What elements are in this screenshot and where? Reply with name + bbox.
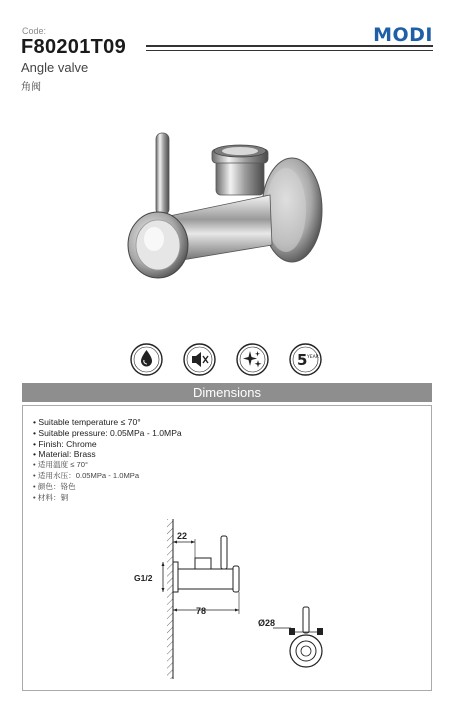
brand-logo: MODI (373, 24, 433, 46)
product-name-cn: 角阀 (21, 82, 41, 93)
spec-item-cn: • 材料：铜 (33, 493, 182, 504)
feature-icons (130, 343, 330, 378)
spec-item: • Suitable temperature ≤ 70° (33, 417, 182, 428)
spec-item-cn: • 适用水压：0.05MPa - 1.0MPa (33, 471, 182, 482)
header-rule-thin (146, 50, 433, 51)
spec-item-cn: • 适用温度 ≤ 70° (33, 460, 182, 471)
code-label: Code: (22, 26, 47, 36)
product-name-en: Angle valve (21, 60, 89, 75)
five-year-warranty-icon (289, 343, 322, 376)
warranty-number: 5 (297, 351, 308, 369)
technical-drawing (123, 514, 353, 684)
spec-list (33, 417, 182, 503)
sparkle-icon (236, 343, 269, 376)
product-image (120, 125, 330, 295)
dimensions-title: Dimensions (193, 385, 261, 400)
spec-box (22, 405, 432, 691)
warranty-label: YEAR (307, 355, 319, 360)
dimension-78: 78 (196, 606, 207, 616)
water-drop-icon (130, 343, 163, 376)
dimension-diameter: Ø28 (258, 618, 276, 628)
spec-item: • Suitable pressure: 0.05MPa - 1.0MPa (33, 428, 182, 439)
spec-item-cn: • 颜色：铬色 (33, 482, 182, 493)
dimension-22: 22 (177, 531, 188, 541)
spec-item: • Material: Brass (33, 449, 182, 460)
spec-item: • Finish: Chrome (33, 439, 182, 450)
product-code: F80201T09 (21, 36, 126, 58)
dimension-thread: G1/2 (134, 573, 153, 583)
silent-speaker-icon (183, 343, 216, 376)
dimensions-header (22, 383, 432, 402)
